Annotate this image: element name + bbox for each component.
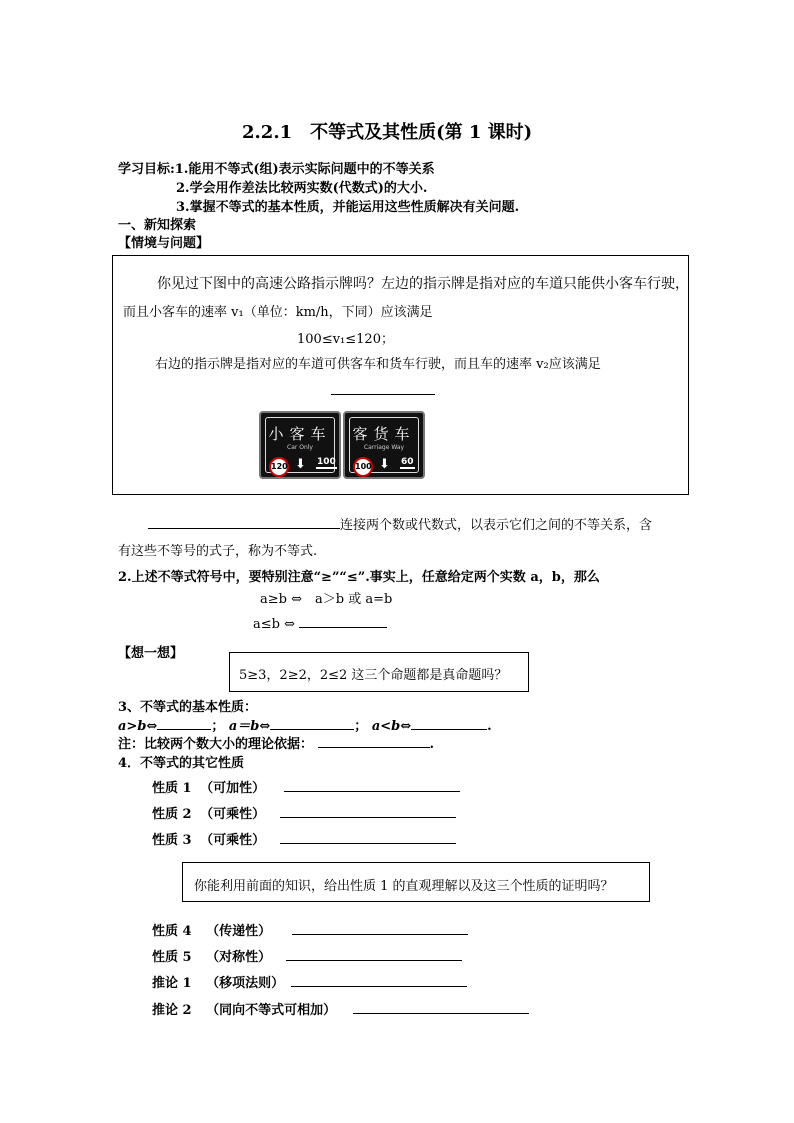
property-4: 性质 4 （传递性）: [152, 920, 468, 939]
road-sign-car-only: [259, 411, 341, 479]
definition-line-2: 有这些不等号的式子，称为不等式.: [118, 544, 318, 559]
scenario-heading: 【情境与问题】: [118, 236, 210, 251]
answer-blank-property-4: [292, 921, 468, 935]
scenario-paragraph-3: 右边的指示牌是指对应的车道可供客车和货车行驶，而且车的速率 v₂应该满足: [155, 357, 601, 372]
arrow-down-icon: ⬇: [295, 457, 306, 472]
max-speed-badge: 100: [353, 457, 373, 477]
answer-blank-symbols: [148, 515, 340, 529]
property-2: 性质 2 （可乘性）: [152, 803, 456, 822]
answer-blank-v2: [331, 381, 435, 395]
arrow-down-icon: ⬇: [379, 457, 390, 472]
think-heading: 【想一想】: [118, 646, 184, 661]
item-2: 2.上述不等式符号中，要特别注意“≥”“≤”.事实上，任意给定两个实数 a，b，那么: [118, 570, 600, 585]
answer-blank-property-3: [280, 830, 456, 844]
definition-line-1: 连接两个数或代数式，以表示它们之间的不等关系，含: [148, 514, 652, 533]
answer-blank-property-1: [284, 778, 460, 792]
answer-blank-lt: [411, 716, 487, 730]
note-line: 注：比较两个数大小的理论依据： .: [118, 733, 434, 752]
objective-3: 3.掌握不等式的基本性质，并能运用这些性质解决有关问题.: [176, 200, 520, 215]
scenario-box: [112, 255, 689, 495]
corollary-1: 推论 1 （移项法则）: [152, 972, 467, 991]
scenario-paragraph-1: 你见过下图中的高速公路指示牌吗？左边的指示牌是指对应的车道只能供小客车行驶，: [157, 276, 689, 292]
property-5: 性质 5 （对称性）: [152, 946, 462, 965]
answer-blank-property-5: [286, 947, 462, 961]
max-speed-badge: 120: [269, 457, 289, 477]
objective-2: 2.学会用作差法比较两实数(代数式)的大小.: [176, 181, 428, 196]
answer-blank-property-2: [280, 804, 456, 818]
scenario-paragraph-2: 而且小客车的速率 v₁（单位：km/h，下同）应该满足: [123, 305, 433, 320]
basic-properties: a>b⇔ ； a＝b⇔ ； a<b⇔ .: [118, 715, 492, 734]
sign-title: 小客车: [268, 425, 332, 443]
answer-blank-gt: [157, 716, 211, 730]
sign-subtitle: Car Only: [287, 444, 313, 451]
answer-blank-corollary-2: [353, 1000, 529, 1014]
speed-formula: 100≤v₁≤120；: [297, 332, 394, 347]
answer-blank-le: [299, 614, 387, 628]
equivalence-ge: a≥b ⇔ a＞b 或 a=b: [260, 592, 393, 607]
section-heading-1: 一、新知探索: [118, 218, 197, 233]
min-speed-label: 60: [401, 457, 414, 467]
equivalence-le: a≤b ⇔: [253, 614, 387, 632]
property-3: 性质 3 （可乘性）: [152, 829, 456, 848]
question-text: 你能利用前面的知识，给出性质 1 的直观理解以及这三个性质的证明吗？: [194, 879, 614, 894]
item-4: 4．不等式的其它性质: [118, 756, 245, 771]
think-box: [229, 652, 529, 692]
road-sign-carriage-way: [343, 411, 425, 479]
think-question: 5≥3，2≥2，2≤2 这三个命题都是真命题吗？: [239, 668, 508, 683]
answer-blank-corollary-1: [291, 973, 467, 987]
objective-1: 学习目标:1.能用不等式(组)表示实际问题中的不等关系: [118, 162, 435, 177]
sign-title: 客货车: [352, 425, 416, 443]
min-speed-label: 100: [317, 457, 336, 467]
answer-blank-eq: [270, 716, 354, 730]
page-title: 2.2.1 不等式及其性质(第 1 课时): [242, 122, 533, 143]
sign-subtitle: Carriage Way: [363, 444, 405, 451]
item-3: 3、不等式的基本性质：: [118, 700, 258, 715]
answer-blank-basis: [318, 734, 430, 748]
property-1: 性质 1 （可加性）: [152, 777, 460, 796]
corollary-2: 推论 2 （同向不等式可相加）: [152, 999, 529, 1018]
question-box: [182, 862, 650, 902]
